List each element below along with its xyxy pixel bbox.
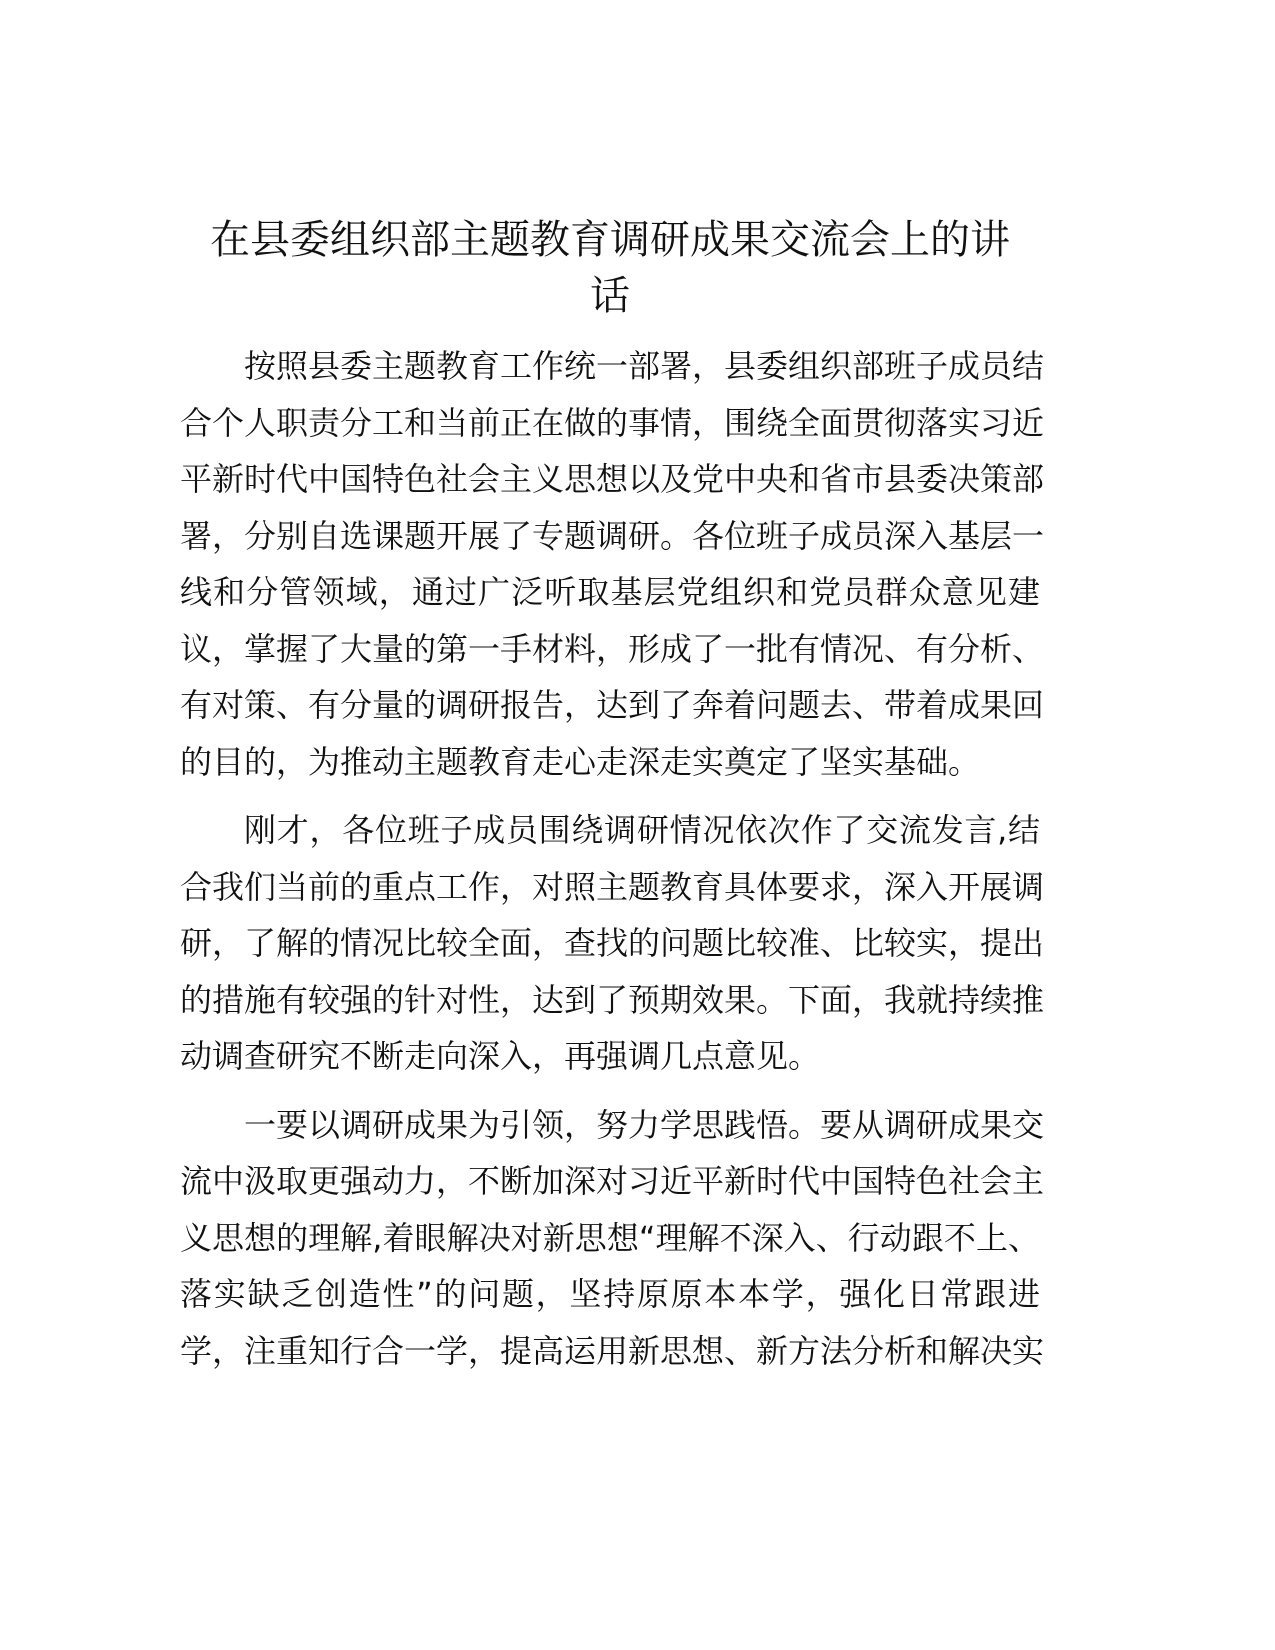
title-line-1: 在县委组织部主题教育调研成果交流会上的讲 <box>210 217 1010 263</box>
paragraph-2 <box>180 802 1045 1085</box>
text-line: 议，掌握了大量的第一手材料，形成了一批有情况、有分析、 <box>180 629 1045 668</box>
text-line: 合我们当前的重点工作，对照主题教育具体要求，深入开展调 <box>180 867 1045 906</box>
title-line-2: 话 <box>590 273 630 319</box>
text-line: 合个人职责分工和当前正在做的事情，围绕全面贯彻落实习近 <box>180 403 1045 442</box>
document-body <box>180 338 1045 1379</box>
text-line: 刚才，各位班子成员围绕调研情况依次作了交流发言,结 <box>244 811 1040 849</box>
paragraph-spacer <box>180 1085 1040 1097</box>
text-line: 动调查研究不断走向深入，再强调几点意见。 <box>180 1037 821 1075</box>
text-line: 落实缺乏创造性”的问题，坚持原原本本学，强化日常跟进 <box>180 1275 1040 1313</box>
text-line: 署，分别自选课题开展了专题调研。各位班子成员深入基层一 <box>180 516 1045 555</box>
text-line: 的措施有较强的针对性，达到了预期效果。下面，我就持续推 <box>180 980 1045 1019</box>
paragraph-3 <box>180 1097 1045 1380</box>
text-line: 流中汲取更强动力，不断加深对习近平新时代中国特色社会主 <box>180 1162 1045 1200</box>
text-line: 的目的，为推动主题教育走心走深走实奠定了坚实基础。 <box>180 742 981 781</box>
text-line: 线和分管领域，通过广泛听取基层党组织和党员群众意见建 <box>180 573 1040 611</box>
text-line: 平新时代中国特色社会主义思想以及党中央和省市县委决策部 <box>180 460 1045 498</box>
text-line: 学，注重知行合一学，提高运用新思想、新方法分析和解决实 <box>180 1331 1045 1370</box>
text-line: 研，了解的情况比较全面，查找的问题比较准、比较实，提出 <box>180 924 1045 962</box>
text-line: 一要以调研成果为引领，努力学思践悟。要从调研成果交 <box>244 1105 1045 1144</box>
text-line: 义思想的理解,着眼解决对新思想“理解不深入、行动跟不上、 <box>180 1218 1040 1257</box>
text-line: 有对策、有分量的调研报告，达到了奔着问题去、带着成果回 <box>180 686 1045 724</box>
document-title <box>180 212 1040 324</box>
paragraph-spacer <box>180 790 1040 802</box>
text-line: 按照县委主题教育工作统一部署，县委组织部班子成员结 <box>244 347 1045 385</box>
paragraph-1 <box>180 338 1045 790</box>
